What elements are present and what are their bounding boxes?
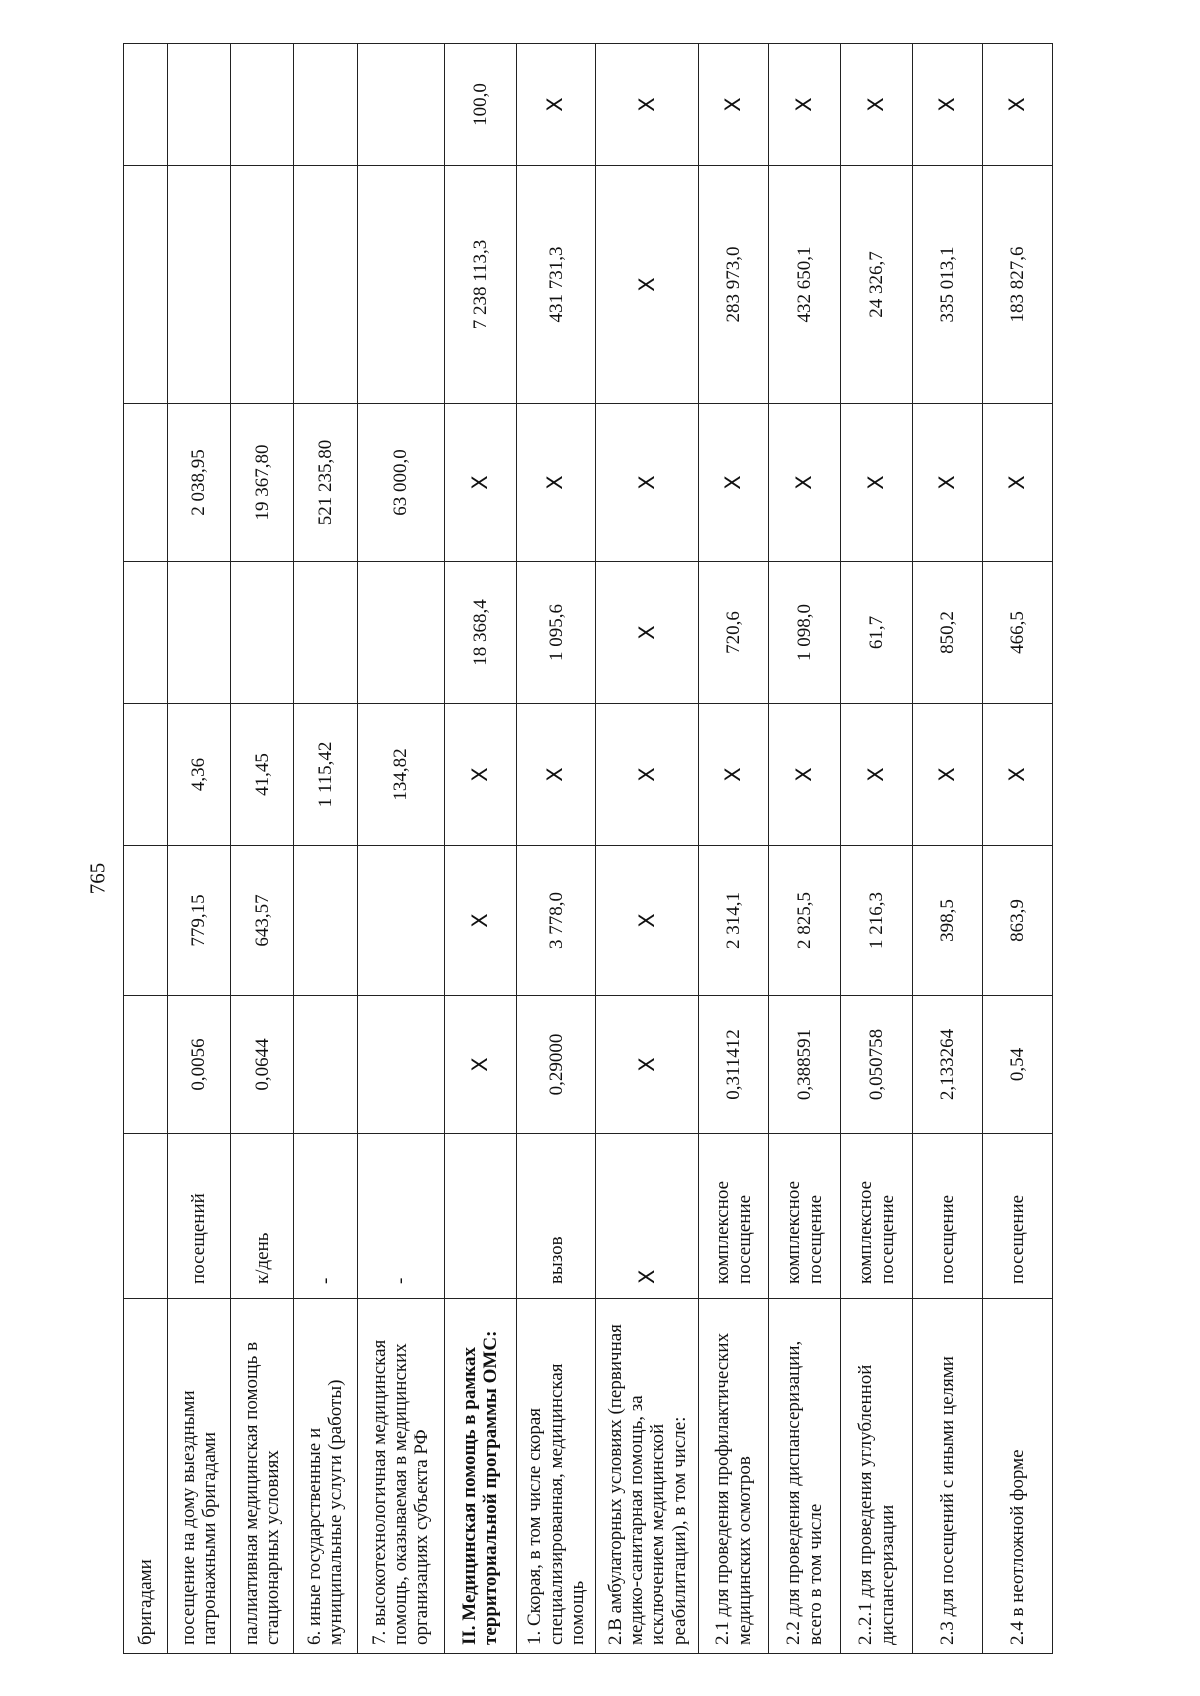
value-cell: 398,5	[913, 846, 983, 996]
value-cell: 1 216,3	[841, 846, 913, 996]
table-row	[444, 44, 516, 1654]
value-cell	[294, 166, 357, 404]
value-cell: X	[699, 44, 769, 166]
value-cell: 18 368,4	[444, 562, 516, 704]
value-cell: X	[841, 704, 913, 846]
value-cell: 863,9	[983, 846, 1053, 996]
value-cell: 643,57	[230, 846, 293, 996]
value-cell	[357, 996, 444, 1134]
row-label: II. Медицинская помощь в рамках территориальной программы ОМС:	[444, 1299, 516, 1654]
value-cell	[294, 44, 357, 166]
table-row	[841, 44, 913, 1654]
value-cell: X	[769, 44, 841, 166]
unit-cell: вызов	[517, 1134, 596, 1299]
row-label: 6. иные государственные и муниципальные услуги (работы)	[294, 1299, 357, 1654]
financing-table	[123, 43, 1053, 1654]
unit-cell: посещение	[913, 1134, 983, 1299]
value-cell: 63 000,0	[357, 404, 444, 562]
value-cell: 1 115,42	[294, 704, 357, 846]
value-cell: 0,388591	[769, 996, 841, 1134]
value-cell	[357, 562, 444, 704]
value-cell: 2 314,1	[699, 846, 769, 996]
value-cell: X	[913, 44, 983, 166]
row-label: посещение на дому выездными патронажными бригадами	[167, 1299, 230, 1654]
value-cell: 24 326,7	[841, 166, 913, 404]
value-cell: X	[841, 44, 913, 166]
value-cell: 2 038,95	[167, 404, 230, 562]
value-cell	[167, 166, 230, 404]
unit-cell: посещение	[983, 1134, 1053, 1299]
value-cell	[124, 166, 168, 404]
row-label: бригадами	[124, 1299, 168, 1654]
value-cell: 466,5	[983, 562, 1053, 704]
value-cell: X	[769, 704, 841, 846]
value-cell: X	[596, 166, 699, 404]
unit-cell	[124, 1134, 168, 1299]
value-cell	[167, 562, 230, 704]
value-cell	[294, 562, 357, 704]
value-cell: 335 013,1	[913, 166, 983, 404]
row-label: паллиативная медицинская помощь в стационарных условиях	[230, 1299, 293, 1654]
table-row	[913, 44, 983, 1654]
value-cell: 100,0	[444, 44, 516, 166]
row-label: 7. высокотехнологичная медицинская помощь, оказываемая в медицинских организациях субъекта РФ	[357, 1299, 444, 1654]
value-cell: X	[517, 404, 596, 562]
value-cell: 0,0644	[230, 996, 293, 1134]
row-label: 2..2.1 для проведения углубленной диспансеризации	[841, 1299, 913, 1654]
value-cell: 0,311412	[699, 996, 769, 1134]
value-cell: X	[444, 404, 516, 562]
value-cell	[124, 404, 168, 562]
value-cell: X	[983, 44, 1053, 166]
unit-cell: комплексное посещение	[841, 1134, 913, 1299]
value-cell	[124, 562, 168, 704]
value-cell: X	[913, 704, 983, 846]
value-cell: 2,133264	[913, 996, 983, 1134]
unit-cell: к/день	[230, 1134, 293, 1299]
rotated-table-container	[123, 44, 1053, 1654]
value-cell	[357, 44, 444, 166]
table-row	[357, 44, 444, 1654]
value-cell: X	[596, 562, 699, 704]
table-row	[517, 44, 596, 1654]
value-cell: 4,36	[167, 704, 230, 846]
value-cell: X	[444, 996, 516, 1134]
row-label: 2.1 для проведения профилактических медицинских осмотров	[699, 1299, 769, 1654]
value-cell: 1 098,0	[769, 562, 841, 704]
table-row	[983, 44, 1053, 1654]
value-cell: X	[596, 846, 699, 996]
value-cell: 41,45	[230, 704, 293, 846]
value-cell: 431 731,3	[517, 166, 596, 404]
value-cell	[230, 44, 293, 166]
value-cell: X	[841, 404, 913, 562]
value-cell: X	[769, 404, 841, 562]
table-row	[699, 44, 769, 1654]
value-cell	[357, 166, 444, 404]
value-cell: 779,15	[167, 846, 230, 996]
value-cell: X	[596, 996, 699, 1134]
value-cell	[124, 44, 168, 166]
value-cell: X	[444, 704, 516, 846]
unit-cell: -	[357, 1134, 444, 1299]
unit-cell: комплексное посещение	[769, 1134, 841, 1299]
value-cell: 0,54	[983, 996, 1053, 1134]
page-number: 765	[85, 862, 110, 895]
value-cell: 521 235,80	[294, 404, 357, 562]
unit-cell: -	[294, 1134, 357, 1299]
value-cell	[230, 166, 293, 404]
unit-cell: комплексное посещение	[699, 1134, 769, 1299]
value-cell: 7 238 113,3	[444, 166, 516, 404]
value-cell: 3 778,0	[517, 846, 596, 996]
unit-cell	[444, 1134, 516, 1299]
value-cell: 0,050758	[841, 996, 913, 1134]
row-label: 2.4 в неотложной форме	[983, 1299, 1053, 1654]
table-body	[124, 44, 1053, 1654]
value-cell: 134,82	[357, 704, 444, 846]
table-row	[769, 44, 841, 1654]
value-cell: 61,7	[841, 562, 913, 704]
value-cell	[124, 704, 168, 846]
table-row	[167, 44, 230, 1654]
unit-cell: посещений	[167, 1134, 230, 1299]
value-cell	[124, 996, 168, 1134]
value-cell: X	[596, 704, 699, 846]
value-cell: 2 825,5	[769, 846, 841, 996]
table-row	[596, 44, 699, 1654]
value-cell: 283 973,0	[699, 166, 769, 404]
row-label: 2.В амбулаторных условиях (первичная медико-санитарная помощь, за исключением медицинской реабилитации), в том числе:	[596, 1299, 699, 1654]
value-cell: X	[517, 704, 596, 846]
value-cell: 183 827,6	[983, 166, 1053, 404]
row-label: 1. Скорая, в том числе скорая специализированная, медицинская помощь	[517, 1299, 596, 1654]
table-row	[230, 44, 293, 1654]
value-cell	[294, 996, 357, 1134]
value-cell: X	[699, 404, 769, 562]
value-cell: 1 095,6	[517, 562, 596, 704]
value-cell: 432 650,1	[769, 166, 841, 404]
value-cell: 720,6	[699, 562, 769, 704]
value-cell: 0,0056	[167, 996, 230, 1134]
row-label: 2.3 для посещений с иными целями	[913, 1299, 983, 1654]
value-cell: X	[444, 846, 516, 996]
row-label: 2.2 для проведения диспансеризации, всего в том числе	[769, 1299, 841, 1654]
value-cell	[294, 846, 357, 996]
value-cell: 850,2	[913, 562, 983, 704]
value-cell	[230, 562, 293, 704]
value-cell	[124, 846, 168, 996]
value-cell: X	[983, 404, 1053, 562]
value-cell: X	[699, 704, 769, 846]
table-row	[124, 44, 168, 1654]
value-cell: 19 367,80	[230, 404, 293, 562]
unit-cell: X	[596, 1134, 699, 1299]
value-cell: X	[517, 44, 596, 166]
value-cell: X	[596, 404, 699, 562]
table-row	[294, 44, 357, 1654]
value-cell	[357, 846, 444, 996]
value-cell: 0,29000	[517, 996, 596, 1134]
value-cell: X	[983, 704, 1053, 846]
value-cell	[167, 44, 230, 166]
value-cell: X	[913, 404, 983, 562]
value-cell: X	[596, 44, 699, 166]
